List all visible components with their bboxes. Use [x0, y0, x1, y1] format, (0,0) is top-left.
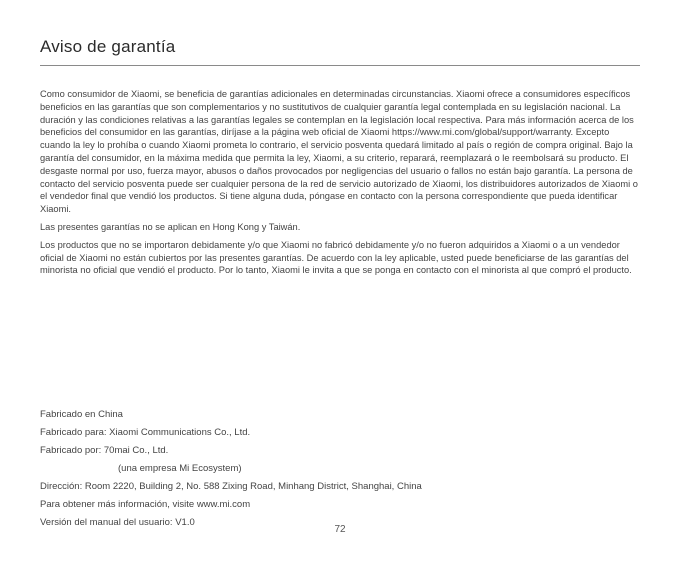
page-number: 72: [334, 524, 346, 535]
warranty-paragraph-main: Como consumidor de Xiaomi, se beneficia de garantías adicionales en determinadas circunstancias. Xiaomi ofrece a consumidores específicos beneficios en las garantías que son complementarios y no sustitutivos de cualquier garantía legal contemplada en su legislación nacional. La duración y las condiciones relativas a las garantías legales se contemplan en la legislación local respectiva. Para más información acerca de los beneficios del consumidor en las garantías, diríjase a la página web oficial de Xiaomi https://www.mi.com/global/support/warranty. Excepto cuando la ley lo prohíba o cuando Xiaomi prometa lo contrario, el servicio posventa quedará limitado al país o región de compra original. Bajo la garantía del consumidor, en la máxima medida que permita la ley, Xiaomi, a su criterio, reparará, reemplazará o le reembolsará su producto. El desgaste normal por uso, fuerza mayor, abusos o daños provocados por negligencias del usuario o fallos no están bajo garantía. La persona de contacto del servicio posventa puede ser cualquier persona de la red de servicio autorizado de Xiaomi, los distribuidores autorizados de Xiaomi o el vendedor final que vendió los productos. Si tiene alguna duda, póngase en contacto con la persona correspondiente que pueda identificar Xiaomi.: [40, 89, 638, 215]
page-title: Aviso de garantía: [40, 37, 176, 56]
address: Dirección: Room 2220, Building 2, No. 588 Zixing Road, Minhang District, Shanghai, China: [40, 481, 422, 492]
title-divider: [40, 65, 640, 66]
made-by: Fabricado por: 70mai Co., Ltd.: [40, 445, 169, 456]
manual-version: Versión del manual del usuario: V1.0: [40, 517, 195, 528]
manufacturer-info: [40, 406, 640, 532]
made-in: Fabricado en China: [40, 409, 123, 420]
ecosystem-note: (una empresa Mi Ecosystem): [118, 463, 242, 474]
made-for: Fabricado para: Xiaomi Communications Co., Ltd.: [40, 427, 251, 438]
warranty-body: [40, 88, 640, 282]
more-info: Para obtener más información, visite www.mi.com: [40, 499, 251, 510]
warranty-paragraph-unofficial: Los productos que no se importaron debidamente y/o que Xiaomi no fabricó debidamente y/o no fueron adquiridos a Xiaomi o a un vendedor oficial de Xiaomi no están cubiertos por las presentes garantías. De acuerdo con la ley aplicable, usted puede beneficiarse de las garantías del minorista no oficial que vendió el producto. Por lo tanto, Xiaomi le invita a que se ponga en contacto con el minorista al que compró el producto.: [40, 239, 632, 276]
warranty-paragraph-exclusion: Las presentes garantías no se aplican en Hong Kong y Taiwán.: [40, 221, 301, 232]
